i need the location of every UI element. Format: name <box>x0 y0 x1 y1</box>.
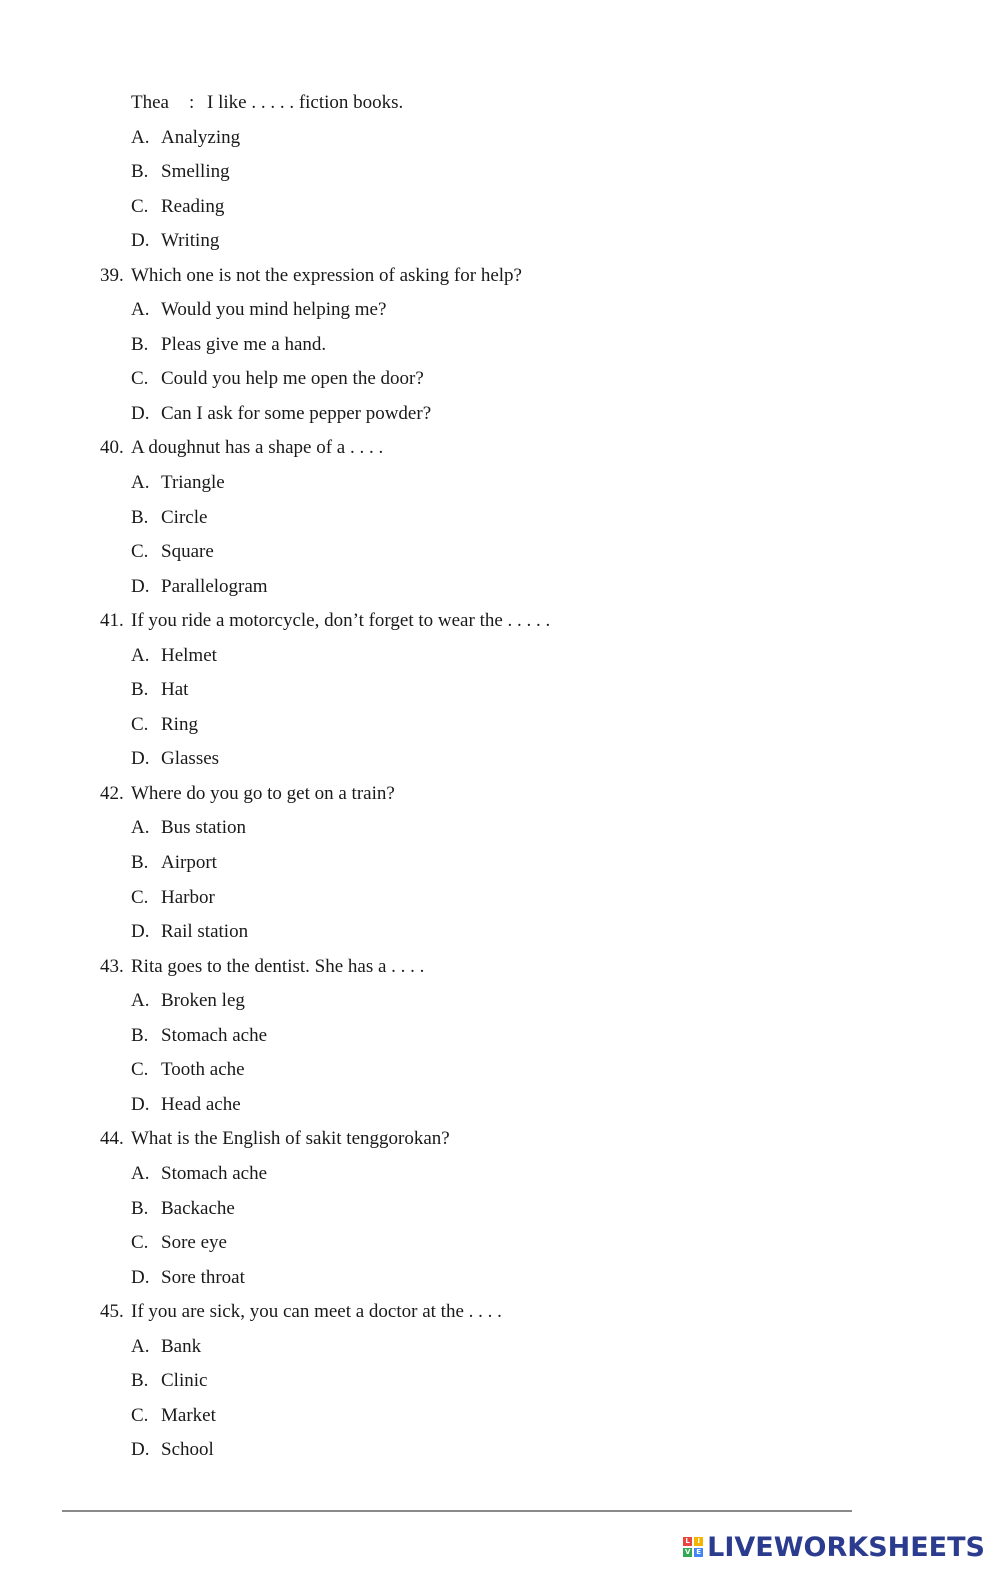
answer-option[interactable] <box>0 984 1000 1019</box>
option-letter: B. <box>131 161 149 183</box>
liveworksheets-logo <box>683 1532 985 1562</box>
question-prompt <box>0 950 1000 985</box>
question-block <box>0 431 1000 604</box>
question-text: What is the English of sakit tenggorokan? <box>131 1128 450 1150</box>
answer-option[interactable] <box>0 1192 1000 1227</box>
answer-option[interactable] <box>0 535 1000 570</box>
question-prompt <box>0 604 1000 639</box>
option-letter: B. <box>131 506 149 528</box>
option-text: School <box>161 1439 214 1461</box>
option-letter: D. <box>131 1439 150 1461</box>
answer-option[interactable] <box>0 155 1000 190</box>
option-text: Rail station <box>161 921 249 943</box>
option-letter: A. <box>131 644 150 666</box>
option-letter: C. <box>131 368 149 390</box>
option-text: Clinic <box>161 1370 208 1392</box>
answer-option[interactable] <box>0 121 1000 156</box>
answer-option[interactable] <box>0 1088 1000 1123</box>
option-letter: D. <box>131 1266 150 1288</box>
question-block <box>0 950 1000 1123</box>
answer-option[interactable] <box>0 1053 1000 1088</box>
question-number: 43. <box>100 955 124 977</box>
dialogue-text: I like . . . . . fiction books. <box>207 92 404 113</box>
option-text: Sore eye <box>161 1232 227 1254</box>
option-text: Market <box>161 1404 216 1426</box>
answer-option[interactable] <box>0 397 1000 432</box>
question-number: 39. <box>100 264 124 286</box>
speaker-colon: : <box>189 92 195 113</box>
question-block <box>0 604 1000 777</box>
answer-option[interactable] <box>0 328 1000 363</box>
answer-option[interactable] <box>0 1433 1000 1468</box>
option-text: Backache <box>161 1197 235 1219</box>
answer-option[interactable] <box>0 881 1000 916</box>
question-text: A doughnut has a shape of a . . . . <box>131 437 384 459</box>
question-number: 41. <box>100 610 124 632</box>
brand-name: LIVEWORKSHEETS <box>707 1531 985 1563</box>
answer-option[interactable] <box>0 673 1000 708</box>
question-text: If you ride a motorcycle, don’t forget to wear the . . . . . <box>131 610 551 632</box>
option-text: Stomach ache <box>161 1024 268 1046</box>
answer-option[interactable] <box>0 1399 1000 1434</box>
option-letter: D. <box>131 921 150 943</box>
brand-mark-tile: V <box>684 1548 691 1556</box>
option-letter: D. <box>131 748 150 770</box>
option-text: Square <box>161 541 214 563</box>
option-text: Writing <box>161 230 220 252</box>
dialogue-line <box>0 86 1000 121</box>
answer-option[interactable] <box>0 1019 1000 1054</box>
question-prompt <box>0 1122 1000 1157</box>
footer-divider <box>62 1510 852 1512</box>
question-block <box>0 259 1000 432</box>
option-letter: A. <box>131 990 150 1012</box>
question-text: If you are sick, you can meet a doctor at the . . . . <box>131 1301 502 1323</box>
option-letter: B. <box>131 333 149 355</box>
question-text: Where do you go to get on a train? <box>131 782 395 804</box>
option-text: Parallelogram <box>161 575 268 597</box>
option-text: Sore throat <box>161 1266 245 1288</box>
answer-option[interactable] <box>0 1157 1000 1192</box>
option-letter: A. <box>131 299 150 321</box>
answer-option[interactable] <box>0 742 1000 777</box>
option-letter: C. <box>131 886 149 908</box>
brand-mark-tile: E <box>694 1548 703 1557</box>
option-letter: A. <box>131 1335 150 1357</box>
answer-option[interactable] <box>0 224 1000 259</box>
question-number: 45. <box>100 1301 124 1323</box>
option-letter: D. <box>131 575 150 597</box>
option-text: Glasses <box>161 748 220 770</box>
option-letter: D. <box>131 402 150 424</box>
answer-option[interactable] <box>0 362 1000 397</box>
option-letter: B. <box>131 679 149 701</box>
question-number: 40. <box>100 437 124 459</box>
option-letter: B. <box>131 852 149 874</box>
option-letter: C. <box>131 195 149 217</box>
option-text: Can I ask for some pepper powder? <box>161 402 432 424</box>
liveworksheets-mark-icon <box>683 1537 703 1557</box>
option-letter: A. <box>131 126 150 148</box>
option-text: Tooth ache <box>161 1059 245 1081</box>
question-list <box>0 259 1000 1468</box>
answer-option[interactable] <box>0 915 1000 950</box>
answer-option[interactable] <box>0 1330 1000 1365</box>
option-text: Bus station <box>161 817 246 839</box>
intro-options <box>0 121 1000 259</box>
option-letter: B. <box>131 1197 149 1219</box>
brand-mark-tile: L <box>683 1537 692 1546</box>
brand-mark-tile: I <box>694 1537 703 1546</box>
option-letter: C. <box>131 1059 149 1081</box>
answer-option[interactable] <box>0 639 1000 674</box>
option-letter: C. <box>131 1232 149 1254</box>
question-text: Rita goes to the dentist. She has a . . . . <box>131 955 425 977</box>
option-letter: C. <box>131 1404 149 1426</box>
answer-option[interactable] <box>0 1364 1000 1399</box>
answer-option[interactable] <box>0 811 1000 846</box>
option-text: Head ache <box>161 1093 241 1115</box>
worksheet-page <box>0 86 1000 1468</box>
option-letter: B. <box>131 1370 149 1392</box>
question-prompt <box>0 431 1000 466</box>
option-text: Helmet <box>161 644 217 666</box>
option-text: Would you mind helping me? <box>161 299 387 321</box>
option-text: Could you help me open the door? <box>161 368 424 390</box>
answer-option[interactable] <box>0 708 1000 743</box>
option-text: Stomach ache <box>161 1162 268 1184</box>
option-text: Triangle <box>161 472 225 494</box>
option-text: Pleas give me a hand. <box>161 333 327 355</box>
question-number: 42. <box>100 782 124 804</box>
answer-option[interactable] <box>0 466 1000 501</box>
option-letter: C. <box>131 713 149 735</box>
answer-option[interactable] <box>0 293 1000 328</box>
option-text: Hat <box>161 679 189 701</box>
option-text: Circle <box>161 506 208 528</box>
question-block <box>0 1295 1000 1468</box>
option-text: Harbor <box>161 886 215 908</box>
option-text: Reading <box>161 195 225 217</box>
question-text: Which one is not the expression of asking for help? <box>131 264 522 286</box>
option-letter: A. <box>131 1162 150 1184</box>
question-prompt <box>0 1295 1000 1330</box>
option-letter: A. <box>131 817 150 839</box>
option-text: Airport <box>161 852 217 874</box>
question-prompt <box>0 777 1000 812</box>
option-text: Smelling <box>161 161 230 183</box>
question-prompt <box>0 259 1000 294</box>
option-letter: A. <box>131 472 150 494</box>
answer-option[interactable] <box>0 1226 1000 1261</box>
speaker-name: Thea <box>131 92 169 113</box>
option-text: Bank <box>161 1335 202 1357</box>
answer-option[interactable] <box>0 501 1000 536</box>
option-text: Analyzing <box>161 126 241 148</box>
answer-option[interactable] <box>0 570 1000 605</box>
answer-option[interactable] <box>0 1261 1000 1296</box>
option-letter: B. <box>131 1024 149 1046</box>
option-letter: D. <box>131 1093 150 1115</box>
option-text: Ring <box>161 713 198 735</box>
answer-option[interactable] <box>0 190 1000 225</box>
question-block <box>0 777 1000 950</box>
option-letter: D. <box>131 230 150 252</box>
answer-option[interactable] <box>0 846 1000 881</box>
option-text: Broken leg <box>161 990 245 1012</box>
question-number: 44. <box>100 1128 124 1150</box>
option-letter: C. <box>131 541 149 563</box>
question-block <box>0 1122 1000 1295</box>
